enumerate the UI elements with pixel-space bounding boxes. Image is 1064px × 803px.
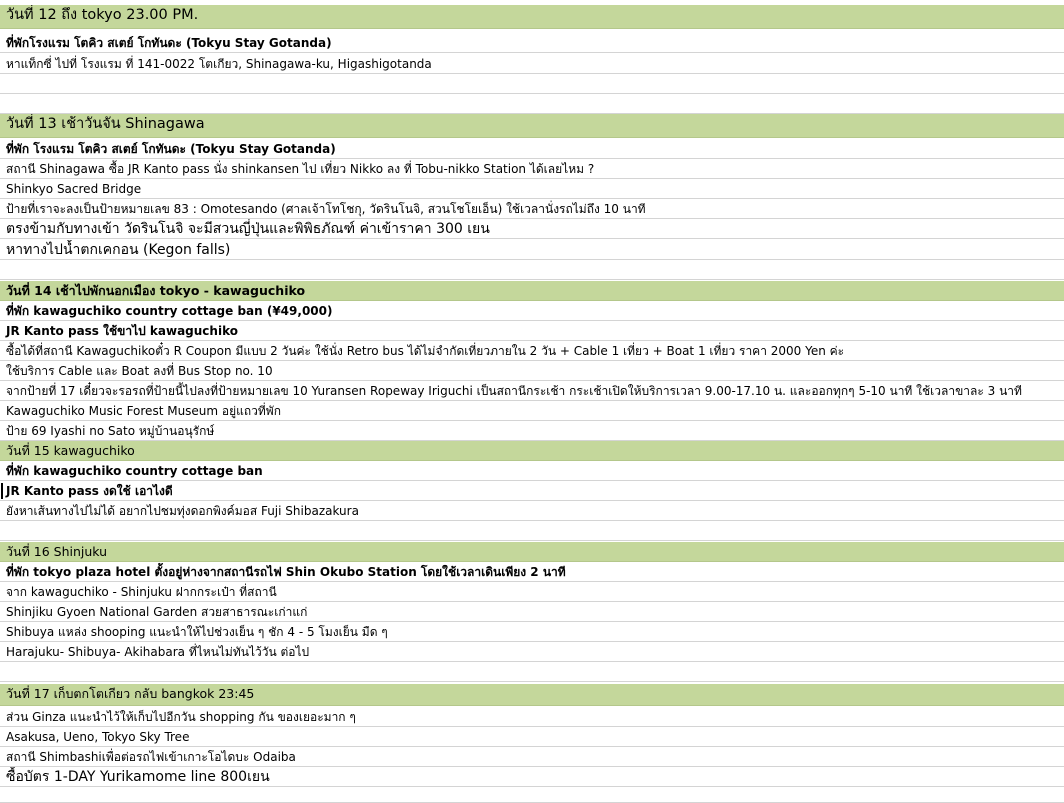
cell-text: ที่พักโรงแรม โตคิว สเตย์ โกทันดะ (Tokyu Stay Gotanda): [6, 36, 332, 50]
cell-text: Shinjiku Gyoen National Garden สวยสาธารณะเก่าแก่: [6, 605, 308, 619]
table-row[interactable]: [0, 74, 1064, 94]
cell-text: ซื้อได้ที่สถานี Kawaguchikoตั๋ว R Coupon มีแบบ 2 วันค่ะ ใช้นั่ง Retro bus ได้ไม่จำกัดเที่ยวภายใน 2 วัน + Cable 1 เที่ยว + Boat 1 เที่ยว ราคา 2000 Yen ค่ะ: [6, 344, 845, 358]
table-row[interactable]: [0, 747, 1064, 767]
cell-text: Harajuku- Shibuya- Akihabara ที่ไหนไม่ทันไว้วัน ต่อไป: [6, 645, 310, 659]
table-row[interactable]: [0, 421, 1064, 441]
cell-text: ตรงข้ามกับทางเข้า วัดรินโนจิ จะมีสวนญี่ปุ่นและพิพิธภัณฑ์ ค่าเข้าราคา 300 เยน: [6, 221, 490, 237]
cell-text: วันที่ 16 Shinjuku: [6, 544, 108, 559]
table-row[interactable]: [0, 139, 1064, 159]
cell-text: วันที่ 12 ถึง tokyo 23.00 PM.: [6, 7, 199, 23]
cell-text: ป้ายที่เราจะลงเป็นป้ายหมายเลข 83 : Omotesando (ศาลเจ้าโทโชกุ, วัดรินโนจิ, สวนโชโยเอ็น) ใช้เวลานั่งรถไม่ถึง 10 นาที: [6, 202, 646, 216]
cell-text: ยังหาเส้นทางไปไม่ได้ อยากไปชมทุ่งดอกพิงค์มอส Fuji Shibazakura: [6, 504, 359, 518]
table-row[interactable]: [0, 602, 1064, 622]
cell-text: ใช้บริการ Cable และ Boat ลงที่ Bus Stop no. 10: [6, 364, 273, 378]
row-day-16[interactable]: [0, 542, 1064, 562]
cell-text: Shinkyo Sacred Bridge: [6, 182, 142, 196]
table-row[interactable]: [0, 622, 1064, 642]
table-row[interactable]: [0, 199, 1064, 219]
cell-text: จาก kawaguchiko - Shinjuku ฝากกระเป๋า ที่สถานี: [6, 585, 277, 599]
table-row[interactable]: [0, 94, 1064, 114]
table-row[interactable]: [0, 521, 1064, 541]
table-row[interactable]: [0, 159, 1064, 179]
table-row[interactable]: [0, 401, 1064, 421]
text-cursor: [1, 483, 3, 499]
table-row[interactable]: [0, 787, 1064, 803]
cell-text: ที่พัก โรงแรม โตคิว สเตย์ โกทันดะ (Tokyu Stay Gotanda): [6, 142, 336, 156]
table-row[interactable]: [0, 33, 1064, 53]
table-row[interactable]: [0, 361, 1064, 381]
row-day-12[interactable]: [0, 5, 1064, 29]
cell-text: หาทางไปน้ำตกเคกอน (Kegon falls): [6, 242, 231, 258]
cell-text: วันที่ 17 เก็บตกโตเกียว กลับ bangkok 23:45: [6, 686, 255, 701]
cell-text: วันที่ 14 เช้าไปพักนอกเมือง tokyo - kawaguchiko: [6, 283, 306, 298]
table-row[interactable]: [0, 767, 1064, 787]
table-row[interactable]: [0, 707, 1064, 727]
table-row[interactable]: [0, 582, 1064, 602]
table-row[interactable]: [0, 54, 1064, 74]
cell-text: วันที่ 13 เช้าวันจัน Shinagawa: [6, 116, 205, 132]
cell-text: Asakusa, Ueno, Tokyo Sky Tree: [6, 730, 190, 744]
table-row[interactable]: [0, 501, 1064, 521]
cell-text: Shibuya แหล่ง shooping แนะนำให้ไปช่วงเย็น ๆ ชัก 4 - 5 โมงเย็น มืด ๆ: [6, 625, 388, 639]
cell-text: วันที่ 15 kawaguchiko: [6, 443, 135, 458]
table-row[interactable]: [0, 381, 1064, 401]
cell-text: JR Kanto pass ใช้ขาไป kawaguchiko: [6, 324, 238, 338]
table-row[interactable]: [0, 461, 1064, 481]
cell-text: ที่พัก kawaguchiko country cottage ban (¥49,000): [6, 304, 333, 318]
row-day-17[interactable]: [0, 684, 1064, 706]
table-row[interactable]: [0, 642, 1064, 662]
table-row[interactable]: [0, 260, 1064, 280]
cell-text: ที่พัก tokyo plaza hotel ตั้งอยู่ห่างจากสถานีรถไฟ Shin Okubo Station โดยใช้เวลาเดินเพียง 2 นาที: [6, 565, 566, 579]
table-row[interactable]: [0, 219, 1064, 239]
table-row[interactable]: [0, 562, 1064, 582]
table-row[interactable]: [0, 301, 1064, 321]
table-row[interactable]: [0, 179, 1064, 199]
row-day-13[interactable]: [0, 114, 1064, 138]
cell-text: สถานี Shinagawa ซื้อ JR Kanto pass นั่ง shinkansen ไป เที่ยว Nikko ลง ที่ Tobu-nikko Station ได้เลยไหม ?: [6, 162, 595, 176]
cell-text: ซื้อบัตร 1-DAY Yurikamome line 800เยน: [6, 769, 270, 785]
table-row[interactable]: [0, 240, 1064, 260]
table-row[interactable]: [0, 321, 1064, 341]
active-cell-row[interactable]: [0, 481, 1064, 501]
row-day-14[interactable]: [0, 281, 1064, 301]
cell-text: JR Kanto pass งดใช้ เอาไงดี: [6, 484, 173, 498]
table-row[interactable]: [0, 727, 1064, 747]
row-day-15[interactable]: [0, 441, 1064, 461]
cell-text: ที่พัก kawaguchiko country cottage ban: [6, 464, 263, 478]
cell-text: จากป้ายที่ 17 เดี๋ยวจะรอรถที่ป้ายนี้ไปลงที่ป้ายหมายเลข 10 Yuransen Ropeway Iriguchi เป็นสถานีกระเช้า กระเช้าเปิดให้บริการเวลา 9.00-17.10 น. และออกทุกๆ 5-10 นาที ใช้เวลาขาละ 3 นาที: [6, 384, 1022, 398]
cell-text: Kawaguchiko Music Forest Museum อยู่แถวที่พัก: [6, 404, 281, 418]
cell-text: หาแท็กซี่ ไปที่ โรงแรม ที่ 141-0022 โตเกียว, Shinagawa-ku, Higashigotanda: [6, 57, 432, 71]
cell-text: ป้าย 69 Iyashi no Sato หมู่บ้านอนุรักษ์: [6, 424, 215, 438]
cell-text: สถานี Shimbashiเพื่อต่อรถไฟเข้าเกาะโอไดบะ Odaiba: [6, 750, 296, 764]
table-row[interactable]: [0, 341, 1064, 361]
table-row[interactable]: [0, 662, 1064, 682]
cell-text: ส่วน Ginza แนะนำไว้ให้เก็บไปอีกวัน shopping กัน ของเยอะมาก ๆ: [6, 710, 356, 724]
